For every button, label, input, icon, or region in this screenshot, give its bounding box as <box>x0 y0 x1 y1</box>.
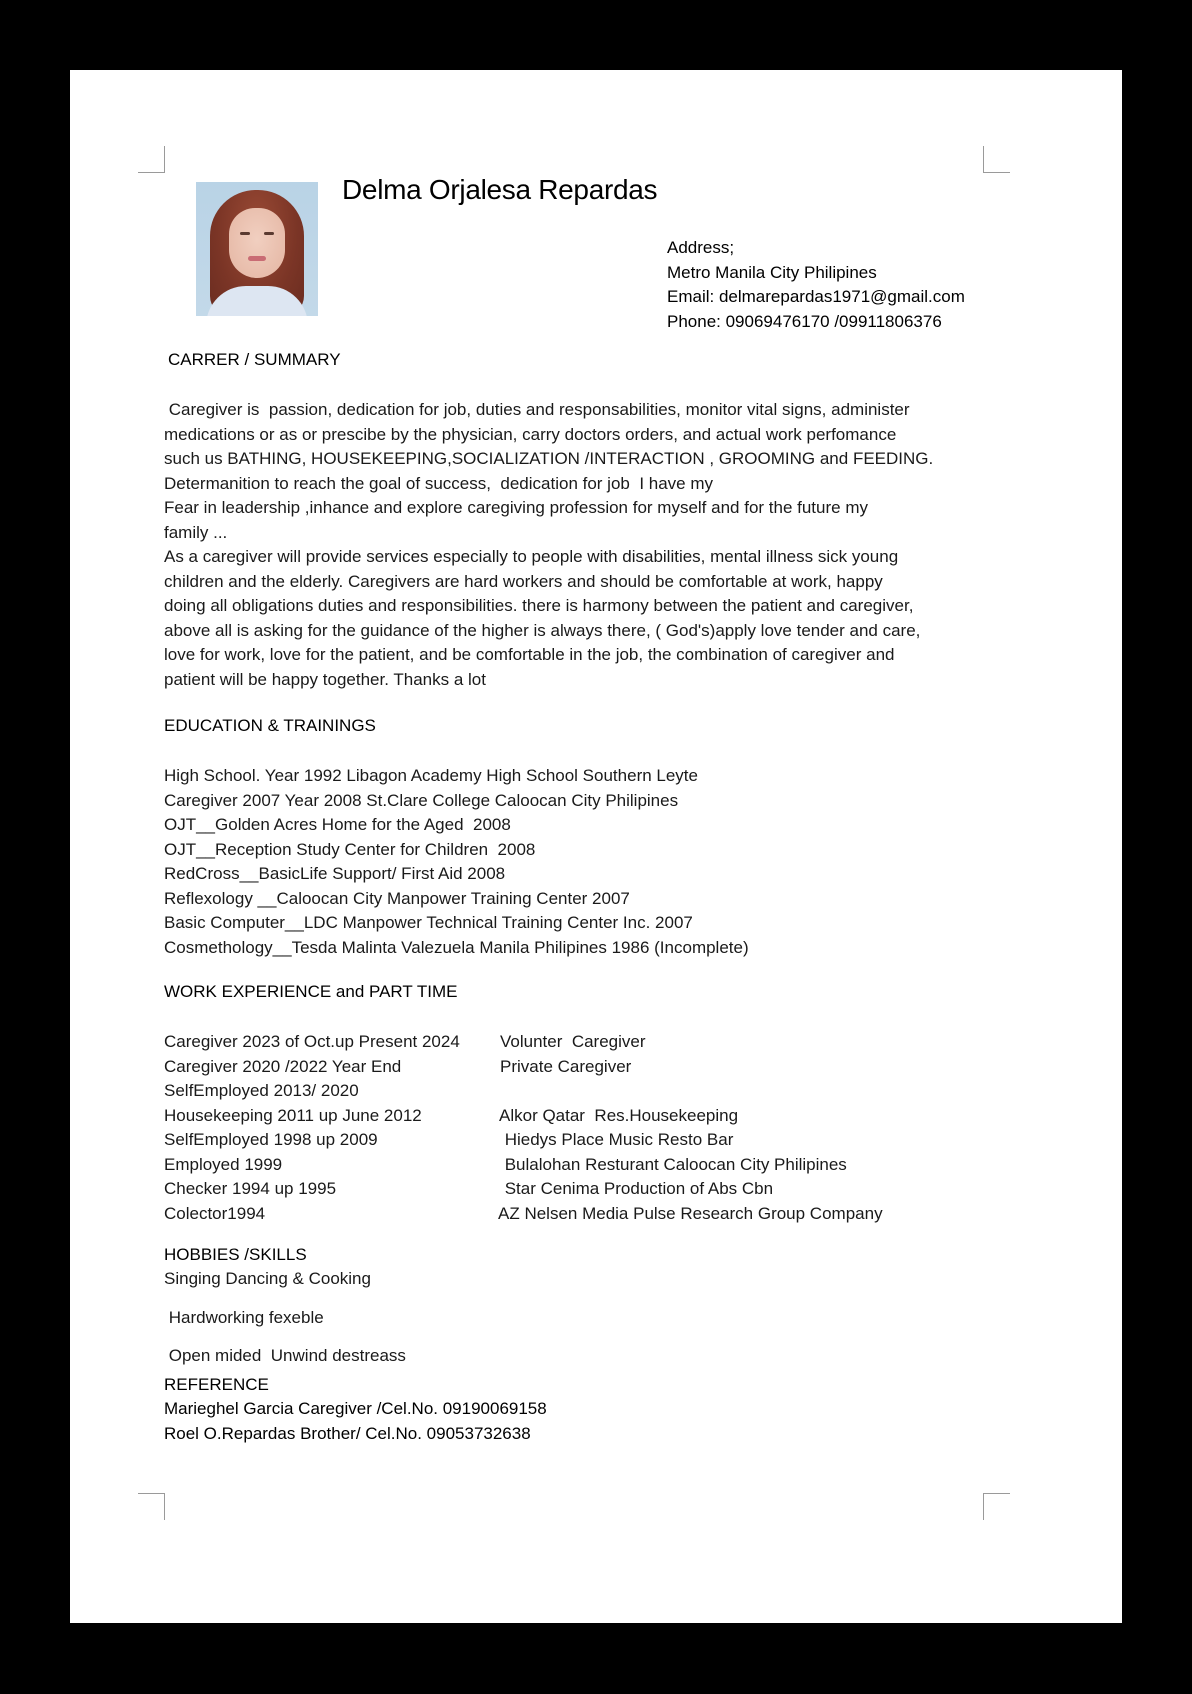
profile-photo <box>196 182 318 316</box>
work-role: Caregiver 2023 of Oct.up Present 2024 <box>164 1032 460 1051</box>
summary-line: above all is asking for the guidance of the higher is always there, ( God's)apply love tender and care, <box>164 620 921 640</box>
work-title: WORK EXPERIENCE and PART TIME <box>164 982 458 1001</box>
corner-mark-bottom-right <box>983 1493 1010 1520</box>
reference-item: Marieghel Garcia Caregiver /Cel.No. 09190069158 <box>164 1399 547 1418</box>
work-row <box>164 1153 1024 1178</box>
education-item: OJT__Golden Acres Home for the Aged 2008 <box>164 815 511 834</box>
summary-line: Fear in leadership ,inhance and explore caregiving profession for myself and for the future my <box>164 498 868 517</box>
resume-page <box>70 70 1122 1623</box>
summary-line: family ... <box>164 522 228 542</box>
work-place: Private Caregiver <box>500 1056 632 1076</box>
education-item: High School. Year 1992 Libagon Academy High School Southern Leyte <box>164 766 698 785</box>
photo-eye-left <box>240 232 250 235</box>
summary-line: such us BATHING, HOUSEKEEPING,SOCIALIZATION /INTERACTION , GROOMING and FEEDING. <box>164 449 934 468</box>
hobbies-list <box>164 1267 406 1369</box>
education-item: Caregiver 2007 Year 2008 St.Clare College Caloocan City Philipines <box>164 790 679 810</box>
work-role: Caregiver 2020 /2022 Year End <box>164 1056 402 1076</box>
summary-line: As a caregiver will provide services especially to people with disabilities, mental illness sick young <box>164 547 899 566</box>
hobby-item: Open mided Unwind destreass <box>164 1346 406 1365</box>
work-row <box>164 1079 1024 1104</box>
contact-block <box>667 236 965 334</box>
photo-mouth <box>248 256 266 261</box>
education-title: EDUCATION & TRAININGS <box>164 716 376 735</box>
education-item: OJT__Reception Study Center for Children 2008 <box>164 839 536 859</box>
summary-line: patient will be happy together. Thanks a lot <box>164 669 486 689</box>
address-label: Address; <box>667 238 735 257</box>
summary-line: medications or as or prescibe by the physician, carry doctors orders, and actual work perfomance <box>164 424 897 444</box>
reference-title: REFERENCE <box>164 1375 269 1394</box>
education-item: Basic Computer__LDC Manpower Technical Training Center Inc. 2007 <box>164 913 693 932</box>
hobby-item: Hardworking fexeble <box>164 1307 324 1327</box>
work-place: Hiedys Place Music Resto Bar <box>500 1130 734 1149</box>
education-item: Cosmethology__Tesda Malinta Valezuela Manila Philipines 1986 (Incomplete) <box>164 937 749 957</box>
summary-line: doing all obligations duties and responsibilities. there is harmony between the patient and caregiver, <box>164 596 914 615</box>
work-role: Housekeeping 2011 up June 2012 <box>164 1105 422 1125</box>
work-list <box>164 1030 1024 1226</box>
email-value: Email: delmarepardas1971@gmail.com <box>667 287 965 306</box>
candidate-name: Delma Orjalesa Repardas <box>342 174 658 205</box>
hobbies-title: HOBBIES /SKILLS <box>164 1245 307 1264</box>
work-role: SelfEmployed 2013/ 2020 <box>164 1081 359 1100</box>
education-item: RedCross__BasicLife Support/ First Aid 2008 <box>164 864 506 883</box>
corner-mark-top-right <box>983 146 1010 173</box>
summary-title: CARRER / SUMMARY <box>168 350 341 369</box>
work-row <box>164 1104 1024 1129</box>
address-value: Metro Manila City Philipines <box>667 262 877 282</box>
summary-line: Caregiver is passion, dedication for job, duties and responsabilities, monitor vital signs, administer <box>164 400 910 419</box>
reference-item: Roel O.Repardas Brother/ Cel.No. 09053732638 <box>164 1423 531 1443</box>
photo-eye-right <box>264 232 274 235</box>
work-role: Colector1994 <box>164 1203 266 1223</box>
work-row <box>164 1202 1024 1227</box>
summary-body <box>164 398 1024 692</box>
work-row <box>164 1030 1024 1055</box>
reference-list <box>164 1397 547 1446</box>
work-row <box>164 1128 1024 1153</box>
summary-line: Determanition to reach the goal of success, dedication for job I have my <box>164 473 714 493</box>
phone-value: Phone: 09069476170 /09911806376 <box>667 311 942 331</box>
photo-face <box>229 208 285 278</box>
hobby-item: Singing Dancing & Cooking <box>164 1269 371 1288</box>
education-list <box>164 764 749 960</box>
work-role: SelfEmployed 1998 up 2009 <box>164 1130 378 1149</box>
summary-line: children and the elderly. Caregivers are hard workers and should be comfortable at work, happy <box>164 571 883 591</box>
corner-mark-bottom-left <box>138 1493 165 1520</box>
corner-mark-top-left <box>138 146 165 173</box>
summary-line: love for work, love for the patient, and be comfortable in the job, the combination of caregiver and <box>164 645 895 664</box>
work-place: Volunter Caregiver <box>500 1032 646 1051</box>
work-place: AZ Nelsen Media Pulse Research Group Company <box>498 1203 883 1223</box>
education-item: Reflexology __Caloocan City Manpower Training Center 2007 <box>164 888 630 908</box>
work-place: Star Cenima Production of Abs Cbn <box>500 1179 774 1198</box>
work-place: Bulalohan Resturant Caloocan City Philipines <box>500 1154 847 1174</box>
work-row <box>164 1177 1024 1202</box>
work-role: Employed 1999 <box>164 1154 283 1174</box>
work-place: Alkor Qatar Res.Housekeeping <box>499 1105 739 1125</box>
work-role: Checker 1994 up 1995 <box>164 1179 337 1198</box>
work-row <box>164 1055 1024 1080</box>
